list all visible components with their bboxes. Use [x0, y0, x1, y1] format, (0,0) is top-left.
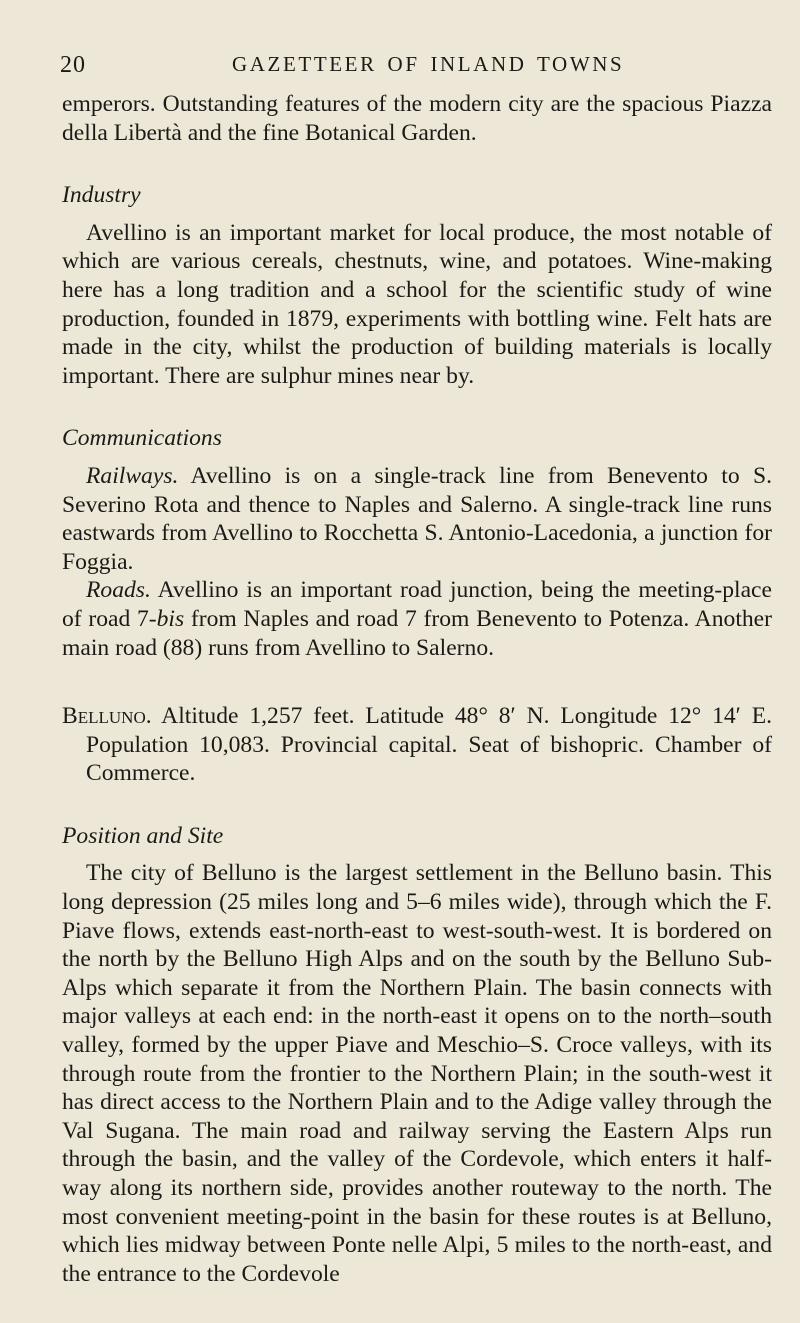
roads-label: Roads. [86, 577, 151, 604]
communications-heading: Communications [62, 425, 222, 452]
railways-label: Railways. [86, 462, 179, 489]
page-body [62, 90, 772, 1288]
position-heading: Position and Site [62, 822, 224, 849]
railways-text: Avellino is on a single-track line from Benevento to S. Severino Rota and thence to Naples and Salerno. A single-track line runs eastwards from Avellino to Rocchetta S. Antonio-Lacedonia, a junction for Foggia. [62, 462, 772, 575]
roads-paragraph [62, 576, 772, 662]
position-paragraph: The city of Belluno is the largest settlement in the Belluno basin. This long depression (25 miles long and 5–6 miles wide), through which the F. Piave flows, extends east-north-east to west-south-west. It is bordered on the north by the Belluno High Alps and on the south by the Belluno Sub-Alps which separate it from the Northern Plain. The basin connects with major valleys at each end: in the north-east it opens on to the north–south valley, formed by the upper Piave and Meschio–S. Croce valleys, with its through route from the frontier to the Northern Plain; in the south-west it has direct access to the Northern Plain and to the Adige valley through the Val Sugana. The main road and railway serving the Eastern Alps run through the basin, and the valley of the Cordevole, which enters it half-way along its northern side, provides another routeway to the north. The most convenient meeting-point in the basin for these routes is at Belluno, which lies midway between Ponte nelle Alpi, 5 miles to the north-east, and the entrance to the Cordevole [62, 860, 772, 1287]
belluno-name: Belluno. [62, 703, 152, 730]
industry-paragraph: Avellino is an important market for local produce, the most notable of which are various cereals, chestnuts, wine, and potatoes. Wine-making here has a long tradition and a school for the scientific study of wine production, founded in 1879, experiments with bottling wine. Felt hats are made in the city, whilst the production of building materials is locally important. There are sulphur mines near by. [62, 219, 772, 389]
railways-paragraph [62, 462, 772, 576]
page-number: 20 [60, 52, 86, 78]
roads-bis: bis [156, 605, 185, 632]
industry-heading: Industry [62, 182, 141, 209]
belluno-summary: Altitude 1,257 feet. Latitude 48° 8′ N. Longitude 12° 14′ E. Population 10,083. Provincial capital. Seat of bishopric. Chamber of Commerce. [86, 703, 772, 787]
running-title: GAZETTEER OF INLAND TOWNS [232, 52, 625, 76]
running-head [60, 52, 776, 82]
roads-text-2: from Naples and road 7 from Benevento to Potenza. Another main road (88) runs from Avellino to Salerno. [62, 605, 772, 661]
intro-paragraph: emperors. Outstanding features of the modern city are the spacious Piazza della Libertà and the fine Botanical Garden. [62, 91, 772, 146]
belluno-entry [62, 702, 772, 788]
roads-text-1: Avellino is an important road junction, being the meeting-place of road 7- [62, 577, 772, 632]
